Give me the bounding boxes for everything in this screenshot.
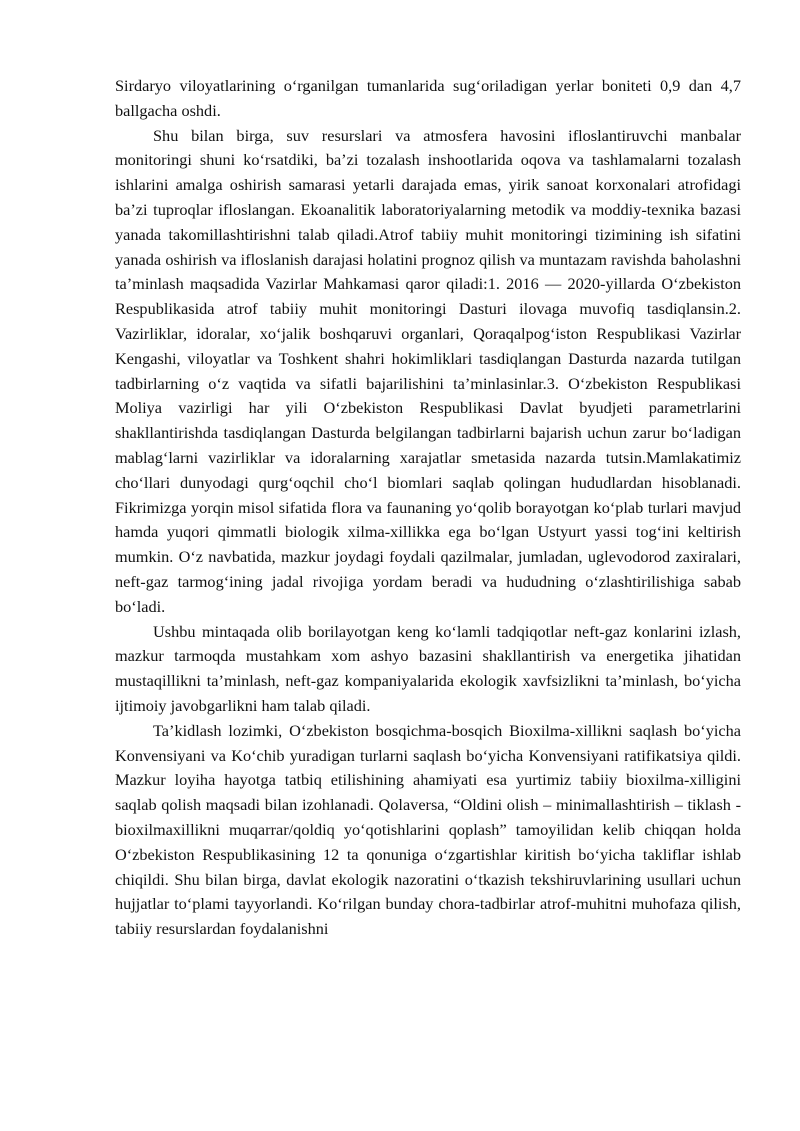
paragraph-4: Ta’kidlash lozimki, O‘zbekiston bosqichma-bosqich Bioxilma-xillikni saqlash bo‘yicha Konvensiyani va Ko‘chib yuradigan turlarni saqlash bo‘yicha Konvensiyani ratifikatsiya qildi. Mazkur loyiha hayotga tatbiq etilishining ahamiyati esa yurtimiz tabiiy bioxilma-xilligini saqlab qolish maqsadi bilan izohlanadi. Qolaversa, “Oldini olish – minimallashtirish – tiklash - bioxilmaxillikni muqarrar/qoldiq yo‘qotishlarini qoplash” tamoyilidan kelib chiqqan holda O‘zbekiston Respublikasining 12 ta qonuniga o‘zgartishlar kiritish bo‘yicha takliflar ishlab chiqildi. Shu bilan birga, davlat ekologik nazoratini o‘tkazish tekshiruvlarining usullari uchun hujjatlar to‘plami tayyorlandi. Ko‘rilgan bunday chora-tadbirlar atrof-muhitni muhofaza qilish, tabiiy resurslardan foydalanishni <box>115 720 741 939</box>
paragraph-2: Shu bilan birga, suv resurslari va atmosfera havosini ifloslantiruvchi manbalar monitoringi shuni ko‘rsatdiki, ba’zi tozalash inshootlarida oqova va tashlamalarni tozalash ishlarini amalga oshirish samarasi yetarli darajada emas, yirik sanoat korxonalari atrofidagi ba’zi tuproqlar ifloslangan. Ekoanalitik laboratoriyalarning metodik va moddiy-texnika bazasi yanada takomillashtirishni talab qiladi.Atrof tabiiy muhit monitoringi tizimining ish sifatini yanada oshirish va ifloslanish darajasi holatini prognoz qilish va muntazam ravishda baholashni ta’minlash maqsadida Vazirlar Mahkamasi qaror qiladi:1. 2016 — 2020-yillarda O‘zbekiston Respublikasida atrof tabiiy muhit monitoringi Dasturi ilovaga muvofiq tasdiqlansin.2. Vazirliklar, idoralar, xo‘jalik boshqaruvi organlari, Qoraqalpog‘iston Respublikasi Vazirlar Kengashi, viloyatlar va Toshkent shahri hokimliklari tasdiqlangan Dasturda nazarda tutilgan tadbirlarning o‘z vaqtida va sifatli bajarilishini ta’minlasinlar.3. O‘zbekiston Respublikasi Moliya vazirligi har yili O‘zbekiston Respublikasi Davlat byudjeti parametrlarini shakllantirishda tasdiqlangan Dasturda belgilangan tadbirlarni bajarish uchun zarur bo‘ladigan mablag‘larni vazirliklar va idoralarning xarajatlar smetasida nazarda tutsin.Mamlakatimiz cho‘llari dunyodagi qurg‘oqchil cho‘l biomlari saqlab qolingan hududlardan hisoblanadi. Fikrimizga yorqin misol sifatida flora va faunaning yo‘qolib borayotgan ko‘plab turlari mavjud hamda yuqori qimmatli biologik xilma-xillikka ega bo‘lgan Ustyurt yassi tog‘ini keltirish mumkin. O‘z navbatida, mazkur joydagi foydali qazilmalar, jumladan, uglevodorod zaxiralari, neft-gaz tarmog‘ining jadal rivojiga yordam beradi va hududning o‘zlashtirilishiga sabab bo‘ladi. <box>115 125 741 616</box>
paragraph-1: Sirdaryo viloyatlarining o‘rganilgan tumanlarida sug‘oriladigan yerlar boniteti 0,9 dan 4,7 ballgacha oshdi. <box>115 76 741 120</box>
paragraph-3: Ushbu mintaqada olib borilayotgan keng ko‘lamli tadqiqotlar neft-gaz konlarini izlash, mazkur tarmoqda mustahkam xom ashyo bazasini shakllantirish va energetika jihatidan mustaqillikni ta’minlash, neft-gaz kompaniyalarida ekologik xavfsizlikni ta’minlash, bo‘yicha ijtimoiy javobgarlikni ham talab qiladi. <box>115 621 741 715</box>
document-page <box>115 74 741 942</box>
